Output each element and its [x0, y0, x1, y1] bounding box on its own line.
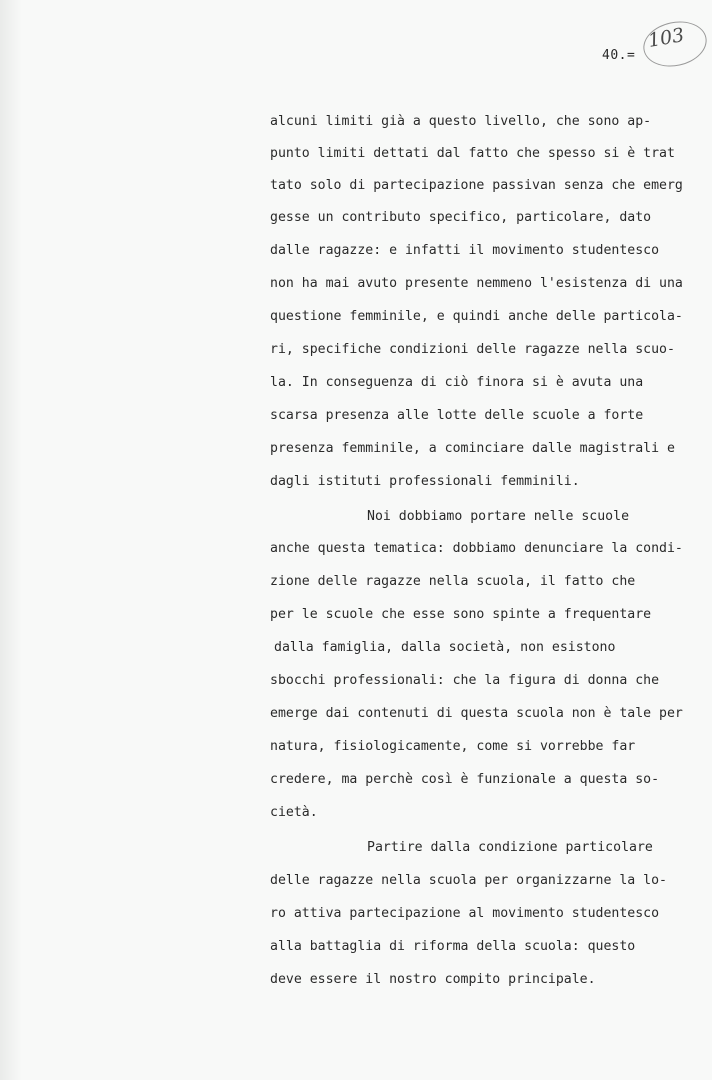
text-line: per le scuole che esse sono spinte a frequentare	[270, 607, 652, 622]
text-line: deve essere il nostro compito principale.	[270, 972, 596, 987]
archive-number: 103	[646, 24, 686, 52]
text-line: delle ragazze nella scuola per organizzarne la lo-	[270, 873, 667, 888]
text-line: ri, specifiche condizioni delle ragazze nella scuo-	[270, 342, 675, 357]
text-line: natura, fisiologicamente, come si vorrebbe far	[270, 739, 636, 754]
text-line: zione delle ragazze nella scuola, il fatto che	[270, 574, 636, 589]
text-line: Partire dalla condizione particolare	[367, 840, 653, 855]
text-line: sbocchi professionali: che la figura di donna che	[270, 673, 660, 688]
text-line: presenza femminile, a cominciare dalle magistrali e	[270, 441, 675, 456]
text-line: credere, ma perchè così è funzionale a questa so-	[270, 772, 660, 787]
text-line: anche questa tematica: dobbiamo denunciare la condi-	[270, 541, 683, 556]
text-line: ro attiva partecipazione al movimento studentesco	[270, 906, 660, 921]
text-line: scarsa presenza alle lotte delle scuole a forte	[270, 408, 644, 423]
text-line: dalle ragazze: e infatti il movimento studentesco	[270, 243, 660, 258]
text-line: dagli istituti professionali femminili.	[270, 474, 580, 489]
paper-edge-shadow	[0, 0, 22, 1080]
text-line: questione femminile, e quindi anche delle particola-	[270, 309, 683, 324]
text-line: emerge dai contenuti di questa scuola non è tale per	[270, 706, 683, 721]
text-line: alla battaglia di riforma della scuola: questo	[270, 939, 636, 954]
text-line: non ha mai avuto presente nemmeno l'esistenza di una	[270, 276, 683, 291]
text-line: dalla famiglia, dalla società, non esistono	[274, 640, 616, 655]
page-number: 40.=	[602, 48, 636, 63]
text-line: punto limiti dettati dal fatto che spesso si è trat	[270, 146, 675, 161]
text-line: alcuni limiti già a questo livello, che sono ap-	[270, 114, 652, 129]
text-line: gesse un contributo specifico, particolare, dato	[270, 210, 652, 225]
text-line: Noi dobbiamo portare nelle scuole	[367, 509, 630, 524]
text-line: tato solo di partecipazione passivan senza che emerg	[270, 178, 683, 193]
text-line: la. In conseguenza di ciò finora si è avuta una	[270, 375, 644, 390]
text-line: cietà.	[270, 805, 318, 820]
